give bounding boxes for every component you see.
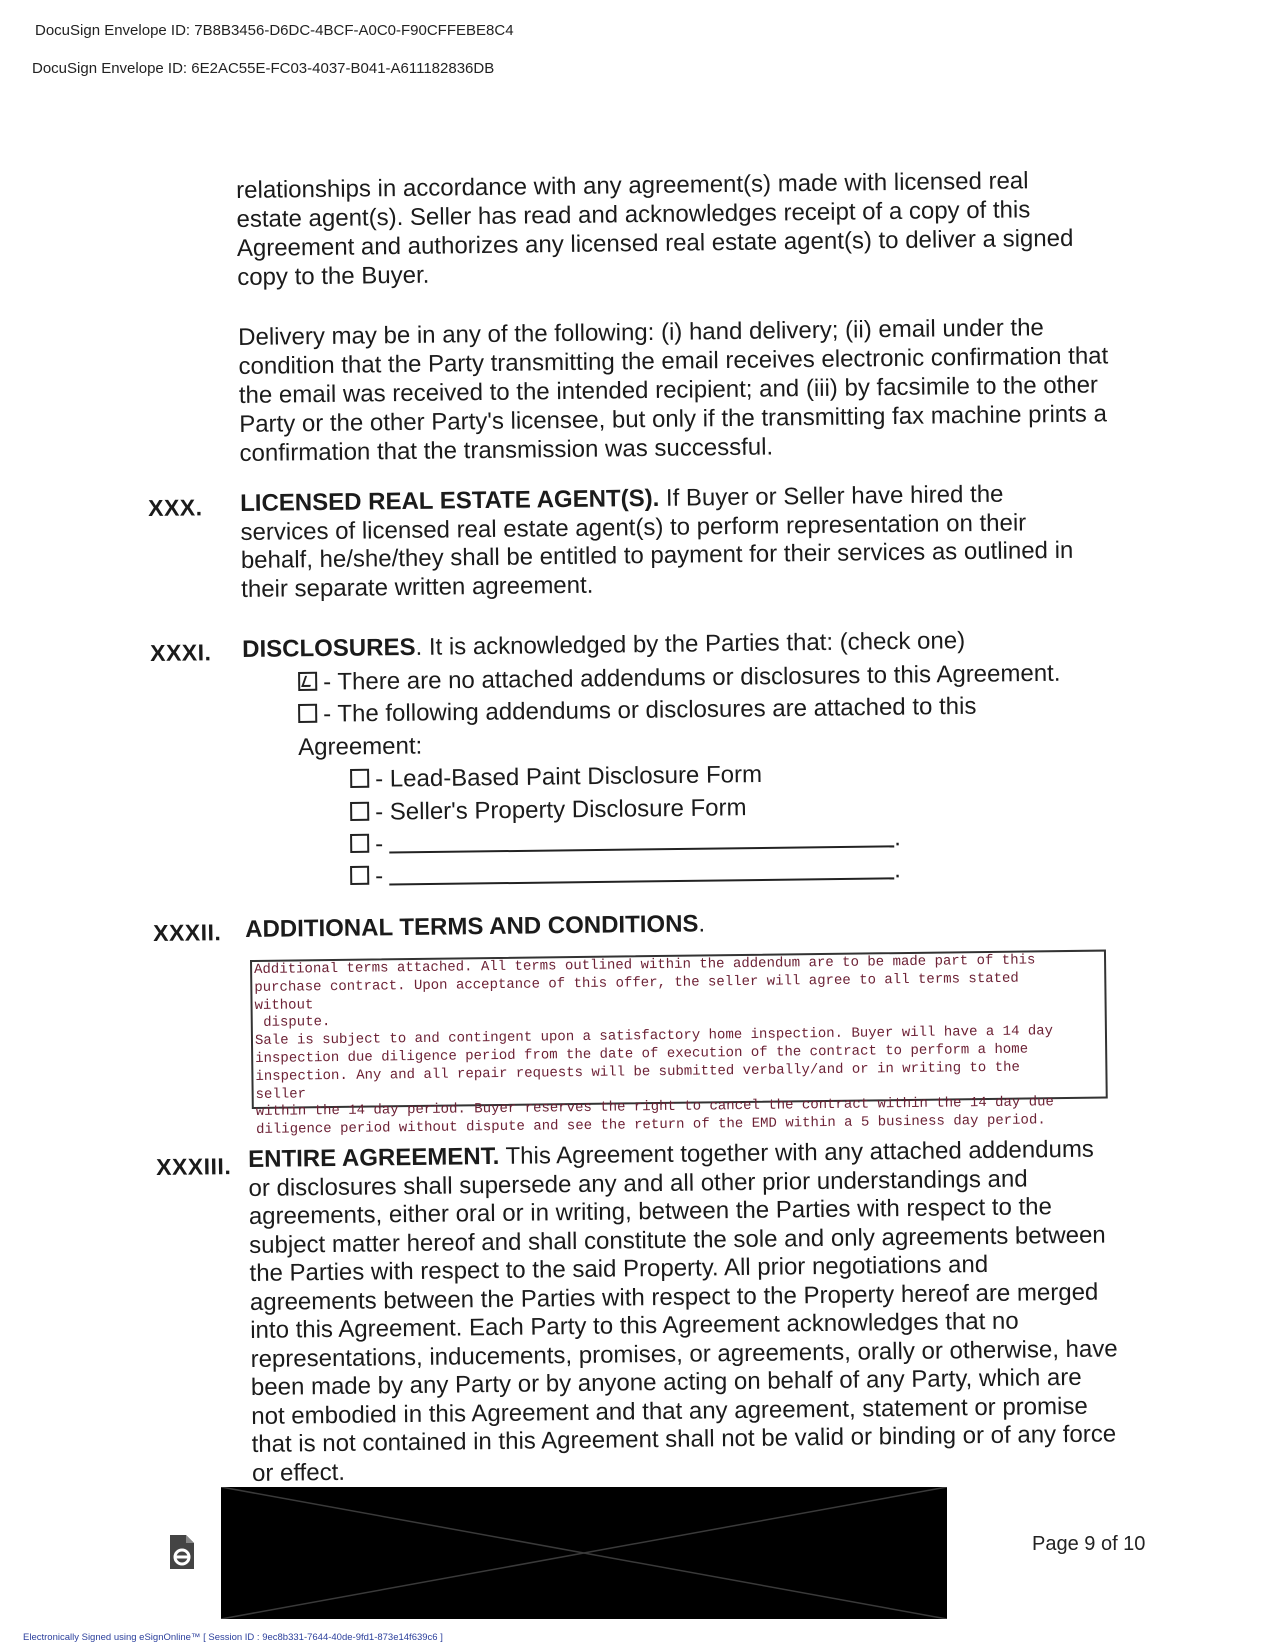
- disclosure-option-following-cont: Agreement:: [298, 732, 423, 761]
- envelope-id-1: DocuSign Envelope ID: 7B8B3456-D6DC-4BCF-A0C0-F90CFFEBE8C4: [35, 22, 514, 39]
- disclosure-option-no-addenda-label: - There are no attached addendums or disclosures to this Agreement.: [323, 659, 1061, 696]
- section-number-xxxiii: XXXIII.: [156, 1153, 232, 1180]
- section-number-xxxi: XXXI.: [150, 639, 212, 666]
- redacted-signature-box: [221, 1487, 947, 1619]
- esign-footer: Electronically Signed using eSignOnline™ [ Session ID : 9ec8b331-7644-40de-9fd1-873e14f639c6 ]: [23, 1632, 443, 1643]
- checked-checkbox-icon[interactable]: [298, 672, 317, 691]
- fill-in-line[interactable]: [389, 825, 894, 853]
- fill-in-line[interactable]: [389, 857, 894, 885]
- sub-option-blank-1-dash: -: [375, 830, 384, 858]
- section-xxx-heading: LICENSED REAL ESTATE AGENT(S).: [240, 484, 660, 517]
- section-xxxii-heading: ADDITIONAL TERMS AND CONDITIONS: [245, 910, 699, 943]
- section-xxx-text: If Buyer or Seller have hired the services of licensed real estate agent(s) to perform representation on their behalf, he/she/they shall be entitled to payment for their services as outlined in their separate written agreement.: [240, 480, 1074, 603]
- sub-option-blank-1-end: .: [893, 824, 901, 852]
- section-xxxi-intro: . It is acknowledged by the Parties that: (check one): [415, 627, 966, 661]
- checkbox-icon[interactable]: [350, 802, 369, 821]
- disclosure-option-following[interactable]: [298, 692, 977, 730]
- page-number: Page 9 of 10: [1032, 1533, 1146, 1555]
- section-xxxii-body: [245, 905, 1105, 944]
- delivery-paragraph: Delivery may be in any of the following: (i) hand delivery; (ii) email under the condition that the Party transmitting the email receives electronic confirmation that the email was received to the intended recipient; and (iii) by facsimile to the other Party or the other Party's licensee, but only if the transmitting fax machine prints a confirmation that the transmission was successful.: [238, 314, 1109, 467]
- sub-option-property-disclosure-label: - Seller's Property Disclosure Form: [375, 794, 747, 826]
- section-xxxi-body: [242, 625, 1102, 664]
- checkbox-icon[interactable]: [298, 704, 317, 723]
- signature-cross-icon: [221, 1487, 947, 1619]
- sub-option-blank-2-dash: -: [375, 862, 384, 890]
- section-number-xxx: XXX.: [148, 494, 203, 521]
- checkbox-icon[interactable]: [350, 866, 369, 885]
- sub-option-lead-paint[interactable]: [350, 760, 762, 795]
- section-number-xxxii: XXXII.: [153, 919, 222, 946]
- section-xxxiii-body: [248, 1135, 1122, 1488]
- esign-logo-icon: [168, 1533, 196, 1571]
- continued-paragraph: relationships in accordance with any agreement(s) made with licensed real estate agent(s). Seller has read and acknowledges receipt of a copy of this Agreement and authorizes any licensed real estate agent(s) to deliver a signed copy to the Buyer.: [236, 167, 1074, 291]
- section-xxxiii-text: This Agreement together with any attached addendums or disclosures shall supersede any and all other prior understandings and agreements, either oral or in writing, between the Parties with respect to the subject matter hereof and shall constitute the sole and only agreements between the Parties with respect to the said Property. All prior negotiations and agreements between the Parties with respect to the Property hereof are merged into this Agreement. Each Party to this Agreement acknowledges that no representations, inducements, promises, or agreements, orally or otherwise, have been made by any Party or by anyone acting on behalf of any Party, which are not embodied in this Agreement and that any agreement, statement or promise that is not contained in this Agreement shall not be valid or binding or of any force or effect.: [248, 1135, 1118, 1487]
- section-xxxi-heading: DISCLOSURES: [242, 633, 416, 663]
- sub-option-blank-2[interactable]: [350, 855, 901, 892]
- sub-option-blank-1[interactable]: [350, 823, 901, 860]
- section-xxxii-heading-end: .: [698, 910, 706, 938]
- sub-option-lead-paint-label: - Lead-Based Paint Disclosure Form: [375, 760, 763, 793]
- sub-option-blank-2-end: .: [893, 856, 901, 884]
- envelope-id-2: DocuSign Envelope ID: 6E2AC55E-FC03-4037-B041-A611182836DB: [32, 60, 495, 77]
- checkbox-icon[interactable]: [350, 769, 369, 788]
- section-xxx-body: [240, 480, 1091, 604]
- additional-terms-text: Additional terms attached. All terms outlined within the addendum are to be made part of this purchase contract. Upon acceptance of this offer, the seller will agree to all terms stated without dispute. Sale is subject to and contingent upon a satisfactory home inspection. Buyer will have a 14 day inspection due diligence period from the date of execution of the contract to perform a home inspection. Any and all repair requests will be submitted verbally/and or in writing to the seller within the 14 day period. Buyer reserves the right to cancel the contract within the 14 day due diligence period without dispute and see the return of the EMD within a 5 business day period.: [254, 952, 1055, 1139]
- sub-option-property-disclosure[interactable]: [350, 793, 747, 828]
- checkbox-icon[interactable]: [350, 834, 369, 853]
- disclosure-option-following-label: - The following addendums or disclosures are attached to this: [323, 692, 977, 728]
- section-xxxiii-heading: ENTIRE AGREEMENT.: [248, 1142, 500, 1173]
